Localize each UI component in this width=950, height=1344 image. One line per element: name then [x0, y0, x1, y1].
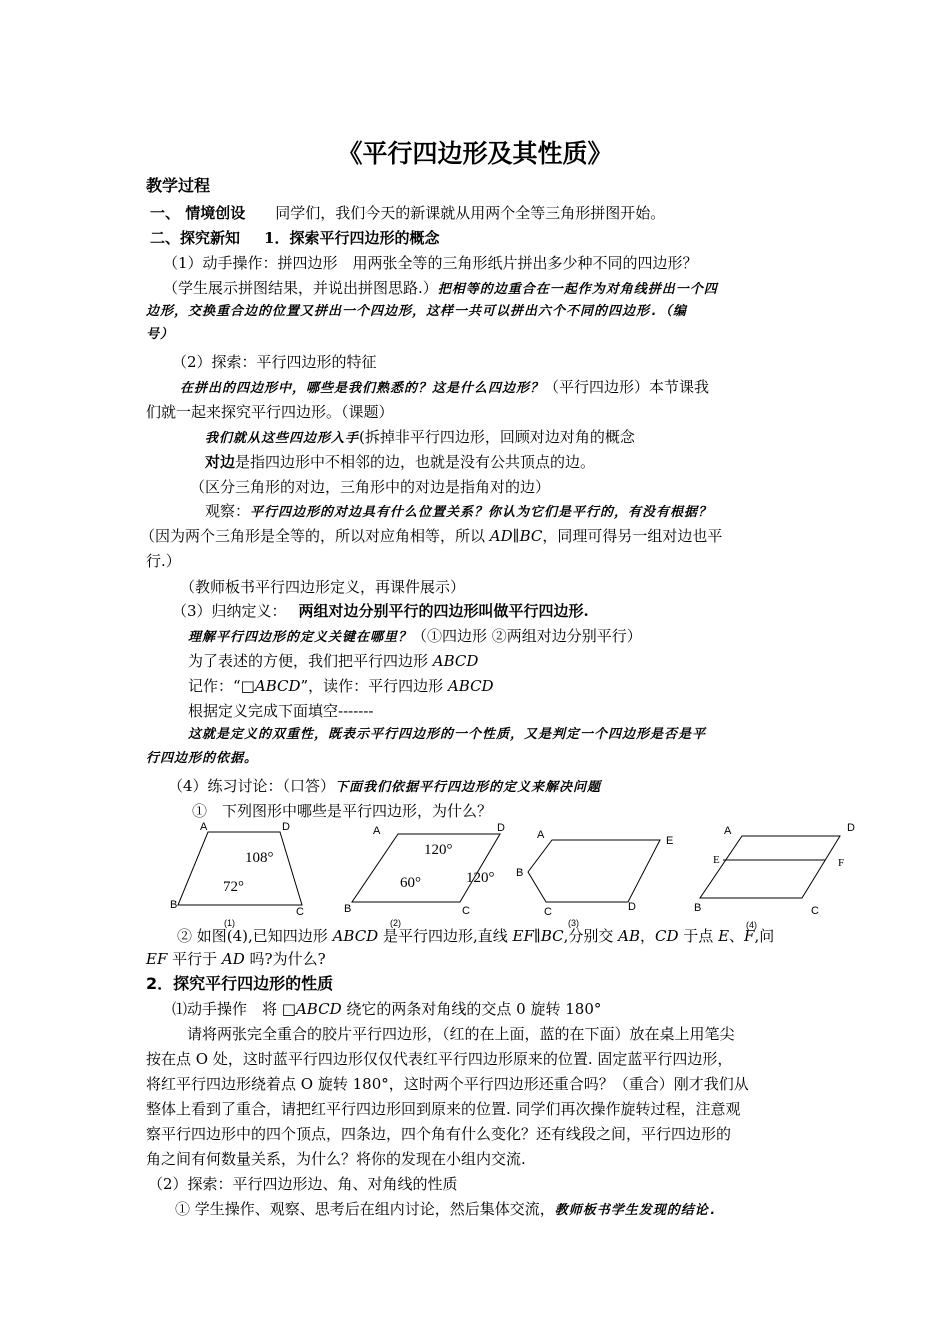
figure-number: (4) — [746, 920, 757, 930]
q1-line: ① 下列图形中哪些是平行四边形，为什么？ — [192, 802, 493, 820]
part2-sub: 1．探索平行四边形的概念 — [264, 229, 440, 247]
opp-line — [205, 452, 595, 472]
prac-line — [168, 776, 601, 798]
op1-note-a: （学生展示拼图结果，并说出拼图思路.） — [163, 279, 438, 297]
angle-120-right: 120° — [466, 870, 495, 886]
q2-par: ∥ — [533, 927, 541, 945]
label-B: B — [344, 903, 352, 915]
op1-note-d: 号） — [146, 327, 175, 342]
start-hand: 我们就从这些四边形入手 — [205, 431, 360, 446]
ex2-q-line — [180, 377, 709, 399]
p3-para-line5: 察平行四边形中的四个顶点，四条边，四个角有什么变化？还有线段之间，平行四边形的 — [146, 1125, 732, 1143]
p3-op: ⑴动手操作 将 — [172, 1000, 282, 1018]
def-label: （3）归纳定义： — [172, 602, 287, 620]
part3-heading: 2．探究平行四边形的性质 — [146, 974, 334, 993]
dual-line-a: 这就是定义的双重性，既表示平行四边形的一个性质，又是判定一个四边形是否是平 — [188, 727, 707, 742]
angle-72: 72° — [223, 879, 244, 895]
expr-abcd: ABCD — [432, 652, 479, 670]
dual-line-b: 行四边形的依据。 — [146, 751, 259, 766]
obs-a1-pre: （因为两个三角形是全等的，所以对应角相等，所以 — [140, 527, 490, 545]
q2-line2-ad: AD — [221, 950, 245, 968]
q2-a: ② 如图(4),已知四边形 — [177, 927, 333, 945]
def-line — [172, 601, 589, 621]
p3-para-line2: 按在点 O 处，这时蓝平行四边形仅仅代表红平行四边形原来的位置. 固定蓝平行四边形， — [146, 1050, 733, 1068]
expr-line — [188, 651, 478, 671]
figure-1-svg — [160, 810, 320, 930]
label-D: D — [497, 822, 505, 834]
q2-ef: EF — [512, 927, 534, 945]
label-C: C — [811, 905, 819, 917]
figure-number: (3) — [568, 918, 579, 928]
q2-E: E — [718, 927, 730, 945]
p3-op-line — [172, 999, 601, 1019]
obs-answer1 — [140, 526, 722, 546]
op1-note-b: 把相等的边重合在一起作为对角线拼出一个四 — [437, 282, 718, 297]
ex2-answer: （平行四边形）本节课我 — [544, 378, 710, 396]
figure-2 — [340, 810, 510, 934]
q2-e: 于点 — [678, 927, 719, 945]
opp-def: 是指四边形中不相邻的边，也就是没有公共顶点的边。 — [235, 453, 596, 471]
q2-line2 — [146, 949, 326, 969]
angle-108: 108° — [245, 850, 274, 866]
note-abcd: ABCD — [254, 677, 301, 695]
prac-label: （4）练习讨论：（口答） — [168, 777, 336, 795]
obs-line — [205, 501, 712, 523]
figure-2-svg — [340, 810, 510, 930]
part1-label: 一、 情境创设 — [150, 204, 246, 222]
q2-abcd: ABCD — [332, 927, 379, 945]
q2-cd: CD — [655, 927, 679, 945]
start-line — [205, 427, 635, 449]
label-E: E — [666, 835, 674, 847]
figure-3-svg — [510, 810, 685, 930]
obs-label: 观察： — [205, 502, 251, 520]
ex2-answer2: 们就一起来探究平行四边形。（课题） — [146, 403, 394, 421]
op1-note-c: 边形，交换重合边的位置又拼出一个四边形，这样一共可以拼出六个不同的四边形.（编 — [146, 304, 687, 319]
note-abcd2: ABCD — [447, 677, 494, 695]
label-D: D — [282, 821, 290, 833]
p3-explore: （2）探索：平行四边形边、角、对角线的性质 — [148, 1175, 458, 1193]
part1-line — [150, 203, 665, 223]
board-line: （教师板书平行四边形定义，再课件展示） — [180, 578, 466, 596]
parallelogram-symbol-icon: □ — [281, 1000, 296, 1018]
p3-para-line4: 整体上看到了重合，请把红平行四边形回到原来的位置. 同学们再次操作旋转过程，注意观 — [146, 1100, 741, 1118]
label-A: A — [373, 825, 381, 837]
figure-4 — [690, 810, 865, 934]
q2-c: ,分别交 — [563, 927, 619, 945]
p3-para-line6: 角之间有何数量关系，为什么？将你的发现在小组内交流. — [146, 1150, 526, 1168]
q2-ab: AB — [618, 927, 640, 945]
ex2-line: （2）探索：平行四边形的特征 — [172, 353, 377, 371]
op1-note-line — [163, 278, 718, 300]
obs-a1-ad: AD — [489, 527, 513, 545]
figure-number: (1) — [224, 918, 235, 928]
p3-abcd: ABCD — [295, 1000, 342, 1018]
ex2-question: 在拼出的四边形中，哪些是我们熟悉的？这是什么四边形？ — [180, 381, 545, 396]
label-A: A — [200, 821, 208, 833]
q2-b: 是平行四边形,直线 — [378, 927, 513, 945]
figure-1 — [160, 810, 320, 934]
label-E: E — [713, 854, 720, 866]
angle-120-top: 120° — [424, 842, 453, 858]
q2-d: ， — [640, 927, 656, 945]
angle-60: 60° — [400, 875, 421, 891]
key-question: 理解平行四边形的定义关键在哪里？ — [188, 630, 413, 645]
label-B: B — [694, 902, 702, 914]
q2-line2-ef: EF — [146, 950, 168, 968]
note-mid: ”，读作：平行四边形 — [300, 677, 448, 695]
part2-line — [150, 228, 439, 248]
figure-3 — [510, 810, 685, 934]
q2-g: ,问 — [754, 927, 775, 945]
fill-line: 根据定义完成下面填空------- — [188, 702, 374, 720]
parallelogram-symbol-icon: □ — [240, 677, 255, 695]
label-D: D — [847, 822, 855, 834]
expr-pre: 为了表述的方便，我们把平行四边形 — [188, 652, 433, 670]
obs-answer2: 行.） — [146, 552, 181, 570]
opp-term: 对边 — [205, 453, 236, 471]
key-line — [188, 626, 642, 648]
label-A: A — [537, 829, 545, 841]
parallelogram-shape — [700, 836, 840, 898]
note-pre: 记作：“ — [188, 677, 241, 695]
part1-text: 同学们，我们今天的新课就从用两个全等三角形拼图开始。 — [275, 204, 666, 222]
opp-tri: （区分三角形的对边，三角形中的对边是指角对的边） — [190, 478, 551, 496]
q2-F: F — [744, 927, 755, 945]
obs-a1-post: ，同理可得另一组对边也平 — [542, 527, 723, 545]
q2-bc: BC — [540, 927, 564, 945]
label-C: C — [544, 906, 552, 918]
key-answer: （①四边形 ②两组对边分别平行） — [412, 627, 642, 645]
obs-a1-par: ∥ — [512, 527, 520, 545]
op1-line: （1）动手操作：拼四边形 用两张全等的三角形纸片拼出多少种不同的四边形？ — [163, 254, 698, 272]
prac-hand: 下面我们依据平行四边形的定义来解决问题 — [335, 780, 602, 795]
label-B: B — [170, 899, 178, 911]
q2-line1 — [177, 926, 774, 946]
start-text: (拆掉非平行四边形，回顾对边对角的概念 — [359, 428, 635, 446]
part2-label: 二、探究新知 — [150, 229, 241, 247]
p3-para-line1: 请将两张完全重合的胶片平行四边形，（红的在上面，蓝的在下面）放在桌上用笔尖 — [187, 1025, 735, 1043]
q2-line2-a: 平行于 — [167, 950, 222, 968]
p3-explore1 — [175, 1199, 718, 1221]
section-heading: 教学过程 — [146, 176, 211, 195]
label-C: C — [296, 906, 304, 918]
figure-number: (2) — [390, 918, 401, 928]
pentagon-shape — [528, 840, 660, 902]
label-C: C — [462, 905, 470, 917]
obs-a1-bc: BC — [519, 527, 543, 545]
p3-op-b: 绕它的两条对角线的交点 0 旋转 180° — [341, 1000, 602, 1018]
p3-ex1-a: ① 学生操作、观察、思考后在组内讨论，然后集体交流， — [175, 1200, 555, 1218]
q2-f: 、 — [729, 927, 745, 945]
figure-4-svg — [690, 810, 865, 930]
page-title: 《平行四边形及其性质》 — [337, 139, 613, 168]
label-D: D — [628, 901, 636, 913]
obs-question: 平行四边形的对边具有什么位置关系？你认为它们是平行的，有没有根据？ — [250, 505, 713, 520]
p3-para-line3: 将红平行四边形绕着点 O 旋转 180°，这时两个平行四边形还重合吗？（重合）刚才我们从 — [146, 1075, 749, 1093]
label-B: B — [516, 867, 524, 879]
note-line — [188, 676, 494, 696]
label-A: A — [724, 825, 732, 837]
p3-ex1-b: 教师板书学生发现的结论. — [554, 1203, 718, 1218]
label-F: F — [838, 857, 845, 869]
def-text: 两组对边分别平行的四边形叫做平行四边形. — [298, 602, 589, 620]
q2-line2-b: 吗?为什么? — [244, 950, 326, 968]
